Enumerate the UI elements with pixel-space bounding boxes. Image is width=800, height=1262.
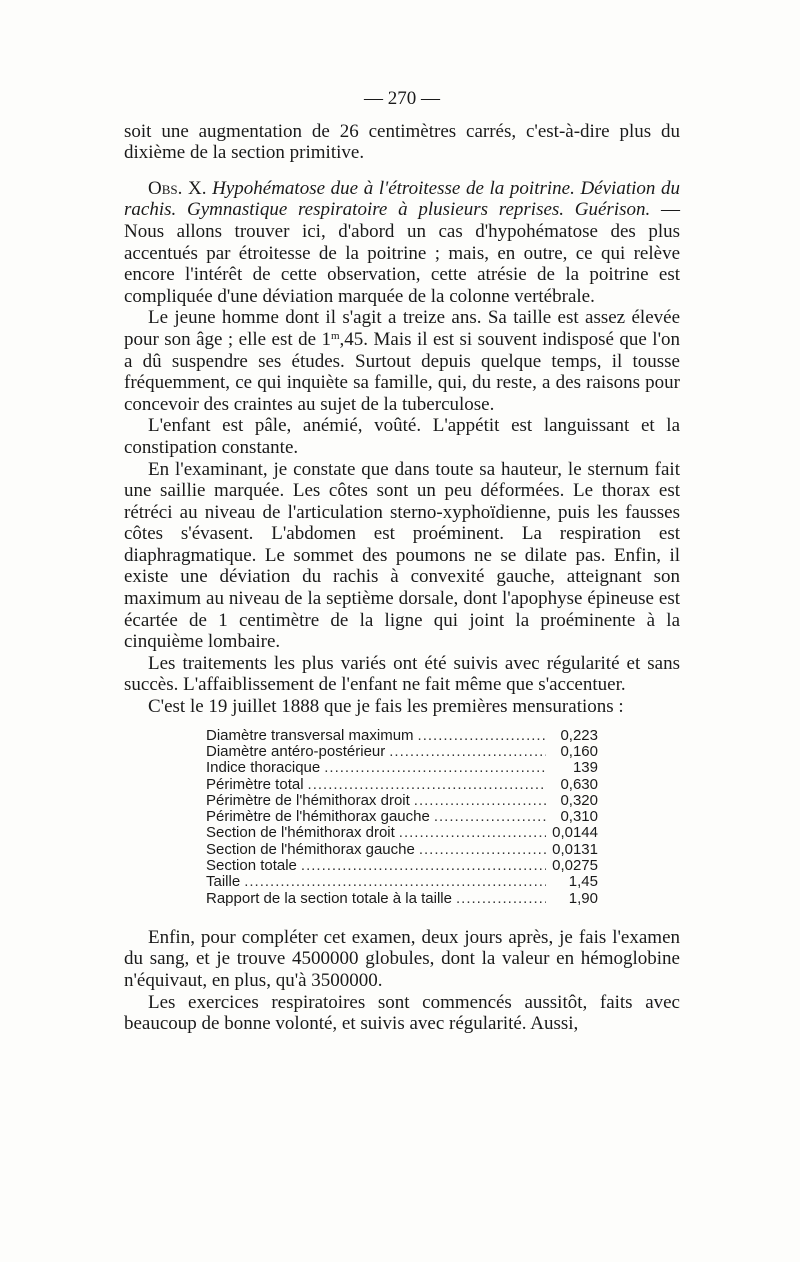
measurement-label: Périmètre de l'hémithorax gauche bbox=[206, 808, 430, 826]
measurement-value: 0,0275 bbox=[552, 857, 598, 874]
dot-leader bbox=[389, 744, 546, 760]
measurement-row bbox=[206, 744, 598, 760]
paragraph-mensurations: C'est le 19 juillet 1888 que je fais les premières mensurations : bbox=[148, 696, 624, 718]
observation-text: — Nous allons trouver ici, d'abord un cas d'hypohématose des plus accentués par étroitesse de la poitrine ; mais, en outre, ce qui relève encore l'intérêt de cette observation, cette atrésie de la poitrine est compliquée d'une déviation marquée de la colonne vertébrale. bbox=[124, 199, 680, 307]
measurement-value: 0,320 bbox=[560, 791, 598, 809]
measurement-label: Indice thoracique bbox=[206, 759, 321, 777]
dot-leader bbox=[399, 825, 546, 841]
paragraph-exercices: Les exercices respiratoires sont commencés aussitôt, faits avec beaucoup de bonne volonté, et suivis avec régularité. Aussi, bbox=[124, 991, 680, 1035]
measurements-table bbox=[206, 728, 598, 907]
paragraph-intro: soit une augmentation de 26 centimètres carrés, c'est-à-dire plus du dixième de la section primitive. bbox=[124, 120, 680, 164]
paragraph-age-part-b: ,45. Mais il est si souvent indisposé que l'on a dû suspendre ses études. Surtout depuis quelque temps, il tousse fréquemment, ce qui inquiète sa famille, qui, du reste, a des raisons pour concevoir des craintes au sujet de la tuberculose. bbox=[124, 328, 680, 415]
paragraph-examen: En l'examinant, je constate que dans toute sa hauteur, le sternum fait une saillie marquée. Les côtes sont un peu déformées. Le thorax est rétréci au niveau de l'articulation sterno-xyphoïdienne, puis les fausses côtes s'évasent. L'abdomen est proéminent. La respiration est diaphragmatique. Le sommet des poumons ne se dilate pas. Enfin, il existe une déviation du rachis à convexité gauche, atteignant son maximum au niveau de la septième dorsale, dont l'apophyse épineuse est écartée de 1 centimètre de la ligne qui joint la proéminente à la cinquième lombaire. bbox=[124, 458, 680, 653]
page-number: — 270 — bbox=[364, 88, 440, 109]
measurement-label: Section de l'hémithorax droit bbox=[206, 824, 395, 842]
measurement-row bbox=[206, 858, 598, 874]
paragraph-traitements: Les traitements les plus variés ont été suivis avec régularité et sans succès. L'affaiblissement de l'enfant ne fait même que s'accentuer. bbox=[124, 652, 680, 696]
measurement-row bbox=[206, 809, 598, 825]
measurement-row bbox=[206, 793, 598, 809]
measurement-row bbox=[206, 874, 598, 890]
measurement-row bbox=[206, 728, 598, 744]
measurement-value: 0,0131 bbox=[552, 840, 598, 858]
measurement-label: Diamètre antéro-postérieur bbox=[206, 742, 386, 760]
measurement-label: Périmètre de l'hémithorax droit bbox=[206, 791, 410, 809]
measurement-value: 1,45 bbox=[568, 873, 598, 891]
measurement-value: 0,223 bbox=[560, 726, 598, 744]
measurement-row bbox=[206, 777, 598, 793]
dot-leader bbox=[414, 793, 546, 809]
observation-title: Hypohématose due à l'étroitesse de la poitrine. Déviation du rachis. Gymnastique respiratoire à plusieurs reprises. Guérison. bbox=[124, 177, 681, 221]
measurement-label: Section de l'hémithorax gauche bbox=[206, 840, 415, 858]
dot-leader bbox=[301, 858, 546, 874]
measurement-value: 1,90 bbox=[568, 889, 598, 907]
measurement-label: Section totale bbox=[206, 857, 297, 874]
paragraph-age-part-a: Le jeune homme dont il s'agit a treize ans. Sa taille est assez élevée pour son âge ; elle est de 1 bbox=[124, 307, 680, 350]
dot-leader bbox=[434, 809, 546, 825]
measurement-label: Diamètre transversal maximum bbox=[206, 726, 414, 744]
measurement-row bbox=[206, 825, 598, 841]
dot-leader bbox=[244, 874, 546, 890]
observation-label: Obs. X. bbox=[148, 177, 207, 199]
measurement-label: Périmètre total bbox=[206, 775, 304, 793]
measurement-label: Taille bbox=[206, 873, 241, 891]
dot-leader bbox=[419, 842, 546, 858]
dot-leader bbox=[456, 891, 546, 907]
measurement-row bbox=[206, 842, 598, 858]
paragraph-enfant: L'enfant est pâle, anémié, voûté. L'appétit est languissant et la constipation constante. bbox=[124, 415, 680, 458]
paragraph-age bbox=[124, 307, 680, 415]
paragraph-sang: Enfin, pour compléter cet examen, deux jours après, je fais l'examen du sang, et je trouve 4500000 globules, dont la valeur en hémoglobine n'équivaut, en plus, qu'à 3500000. bbox=[124, 926, 680, 992]
observation-heading-paragraph bbox=[124, 178, 680, 308]
measurement-value: 139 bbox=[572, 759, 598, 777]
dot-leader bbox=[308, 777, 546, 793]
measurement-value: 0,630 bbox=[560, 775, 598, 793]
measurement-row bbox=[206, 891, 598, 907]
measurement-label: Rapport de la section totale à la taille bbox=[206, 889, 452, 907]
measurement-value: 0,160 bbox=[560, 742, 598, 760]
page-body bbox=[124, 88, 680, 1035]
measurement-value: 0,0144 bbox=[552, 824, 598, 842]
dot-leader bbox=[324, 760, 546, 776]
measurement-row bbox=[206, 760, 598, 776]
measurement-value: 0,310 bbox=[560, 808, 598, 826]
meter-superscript: m bbox=[330, 329, 340, 342]
dot-leader bbox=[418, 728, 546, 744]
